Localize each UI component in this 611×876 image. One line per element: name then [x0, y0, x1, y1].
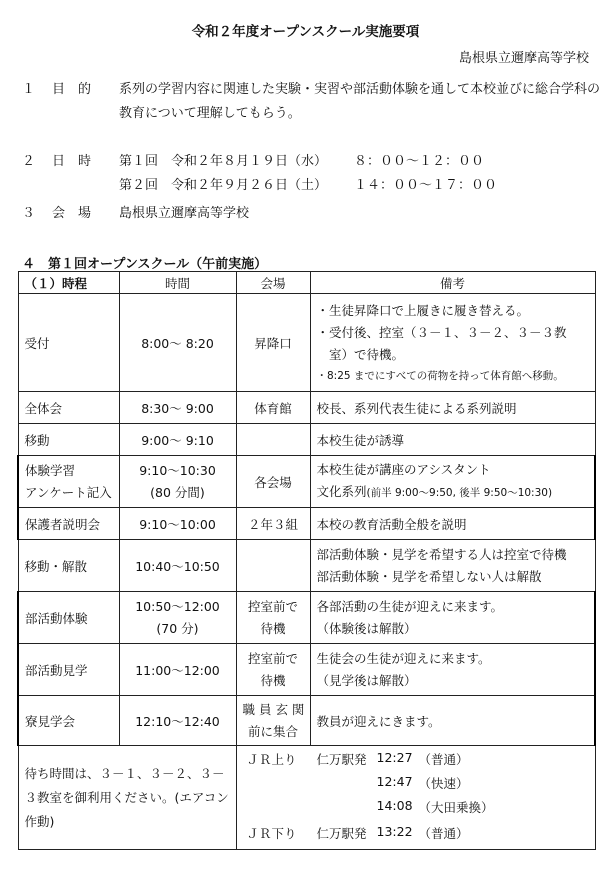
train-station: 仁万駅発 [316, 751, 367, 767]
venue-cell [236, 696, 310, 746]
item-line: 体験学習 [25, 462, 76, 478]
table-row [18, 644, 595, 696]
venue-cell: 各会場 [236, 456, 310, 508]
note-line: ・生徒昇降口で上履きに履き替える。 [316, 302, 530, 318]
time-cell [119, 456, 236, 508]
venue-line: 職 員 玄 関 [242, 701, 305, 717]
note-line: ・8:25 までにすべての荷物を持って体育館へ移動。 [316, 369, 564, 382]
time-cell [119, 592, 236, 644]
item-line: アンケート記入 [25, 484, 112, 500]
time: １４：００～１７：００ [354, 178, 498, 193]
table-row [18, 540, 595, 592]
schedule-row [119, 150, 497, 174]
section-purpose [22, 78, 601, 128]
venue-line: 控室前で [247, 598, 298, 614]
table-row [18, 424, 595, 456]
notes-cell [310, 294, 595, 392]
schedule-row [119, 174, 497, 198]
date: 令和２年８月１９日（水） [171, 154, 328, 169]
school-name: 島根県立邇摩高等学校 [458, 51, 589, 66]
notes-cell: 本校生徒が誘導 [310, 424, 595, 456]
header-time: 時間 [119, 272, 236, 294]
time-cell: 8:30～ 9:00 [119, 392, 236, 424]
venue-line: 前に集合 [247, 723, 298, 739]
waiting-cell: 待ち時間は、３－１、３－２、３－３教室を御利用ください。(エアコン作動) [18, 746, 236, 850]
section-label: 会 場 [52, 206, 92, 221]
table-header-row [18, 272, 595, 294]
table-row-waiting [18, 746, 595, 850]
train-type: （普通） [418, 751, 469, 767]
section-number: １ [22, 82, 36, 97]
time-line: 10:50～12:00 [135, 598, 220, 614]
item-cell: 全体会 [18, 392, 119, 424]
time-cell: 12:10～12:40 [119, 696, 236, 746]
item-cell: 保護者説明会 [18, 508, 119, 540]
note-line: 本校生徒が講座のアシスタント [316, 462, 491, 477]
time-line: (70 分) [156, 620, 199, 636]
item-cell: 部活動体験 [18, 592, 119, 644]
note-line: 生徒会の生徒が迎えに来ます。 [316, 650, 491, 666]
train-type: （快速） [418, 775, 469, 791]
header-notes: 備考 [310, 272, 595, 294]
notes-cell: 本校の教育活動全般を説明 [310, 508, 595, 540]
time-cell: 9:00～ 9:10 [119, 424, 236, 456]
item-cell: 移動 [18, 424, 119, 456]
venue-cell [236, 644, 310, 696]
venue-line: 控室前で [247, 650, 298, 666]
train-time: 14:08 [376, 797, 413, 813]
train-type: （大田乗換） [418, 799, 494, 815]
venue-text: 島根県立邇摩高等学校 [119, 206, 250, 221]
train-time: 12:47 [376, 773, 413, 789]
notes-cell [310, 540, 595, 592]
note-line: 部活動体験・見学を希望しない人は解散 [316, 568, 542, 584]
time-cell: 10:40～10:50 [119, 540, 236, 592]
section-number: ３ [22, 206, 36, 221]
train-time: 13:22 [376, 823, 413, 839]
train-time: 12:27 [376, 749, 413, 765]
schedule-table [17, 271, 596, 850]
notes-cell: 校長、系列代表生徒による系列説明 [310, 392, 595, 424]
section-label: 目 的 [52, 82, 92, 97]
train-direction: ＪＲ上り [246, 751, 297, 767]
item-cell: 寮見学会 [18, 696, 119, 746]
note-line: （体験後は解散） [316, 620, 417, 636]
table-row [18, 508, 595, 540]
train-direction: ＪＲ下り [246, 825, 297, 841]
train-list [247, 748, 595, 848]
time-cell: 9:10～10:00 [119, 508, 236, 540]
table-row [18, 456, 595, 508]
note-line: 室）で待機。 [316, 346, 405, 362]
train-station: 仁万駅発 [316, 825, 367, 841]
notes-cell [310, 456, 595, 508]
header-item: （１）時程 [18, 272, 119, 294]
table-row [18, 392, 595, 424]
round: 第１回 [119, 154, 159, 169]
notes-cell: 教員が迎えにきます。 [310, 696, 595, 746]
note-line: 文化系列(前半 9:00～9:50, 後半 9:50～10:30) [316, 484, 553, 499]
section-label: 日 時 [52, 154, 92, 169]
venue-line: 待機 [260, 620, 286, 636]
train-cell [236, 746, 595, 850]
item-cell: 受付 [18, 294, 119, 392]
program-title: ４ 第１回オープンスクール（午前実施） [22, 257, 268, 272]
time-cell: 11:00～12:00 [119, 644, 236, 696]
section-number: ２ [22, 154, 36, 169]
table-row [18, 294, 595, 392]
venue-cell [236, 540, 310, 592]
schedule-list [119, 150, 497, 198]
item-cell: 部活動見学 [18, 644, 119, 696]
venue-cell: 昇降口 [236, 294, 310, 392]
note-line: 各部活動の生徒が迎えに来ます。 [316, 598, 504, 614]
purpose-text: 系列の学習内容に関連した実験・実習や部活動体験を通して本校並びに総合学科の教育について理解してもらう。 [119, 82, 601, 121]
item-cell [18, 456, 119, 508]
document-title: 令和２年度オープンスクール実施要項 [191, 24, 420, 40]
date: 令和２年９月２６日（土） [171, 178, 328, 193]
time-line: (80 分間) [150, 484, 205, 500]
round: 第２回 [119, 178, 159, 193]
time-cell: 8:00～ 8:20 [119, 294, 236, 392]
note-line: 部活動体験・見学を希望する人は控室で待機 [316, 546, 567, 562]
time: ８：００～１２：００ [354, 154, 485, 169]
train-type: （普通） [418, 825, 469, 841]
venue-cell [236, 424, 310, 456]
section-venue [22, 202, 592, 226]
venue-line: 待機 [260, 672, 286, 688]
venue-cell [236, 592, 310, 644]
table-row [18, 696, 595, 746]
note-line: ・受付後、控室（３－１、３－２、３－３教 [316, 324, 567, 340]
item-cell: 移動・解散 [18, 540, 119, 592]
note-line: （見学後は解散） [316, 672, 417, 688]
notes-cell [310, 644, 595, 696]
time-line: 9:10～10:30 [139, 462, 216, 478]
venue-cell: ２年３組 [236, 508, 310, 540]
venue-cell: 体育館 [236, 392, 310, 424]
section-dates [22, 150, 592, 200]
table-row [18, 592, 595, 644]
notes-cell [310, 592, 595, 644]
header-venue: 会場 [236, 272, 310, 294]
